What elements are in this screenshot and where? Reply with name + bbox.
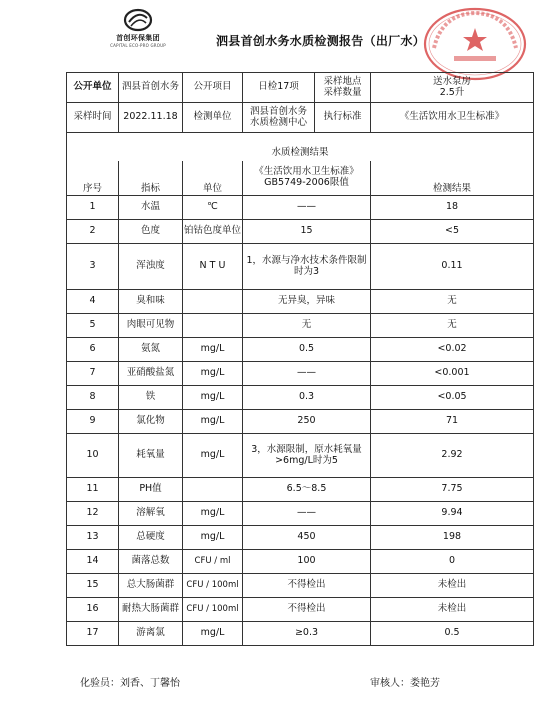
- row-seq: 1: [67, 196, 119, 220]
- row-seq: 14: [67, 550, 119, 574]
- row-indicator: 耐热大肠菌群: [119, 598, 183, 622]
- report-title: 泗县首创水务水质检测报告（出厂水）: [216, 34, 426, 48]
- table-row: [67, 622, 534, 646]
- row-result: 无: [371, 290, 534, 314]
- table-row: [67, 574, 534, 598]
- row-result: 未检出: [371, 574, 534, 598]
- time-value: 2022.11.18: [119, 103, 183, 133]
- row-limit: ≥0.3: [243, 622, 371, 646]
- row-seq: 17: [67, 622, 119, 646]
- table-row: [67, 196, 534, 220]
- table-row: [67, 434, 534, 478]
- table-row: [67, 550, 534, 574]
- row-unit: N T U: [183, 244, 243, 290]
- row-result: 0: [371, 550, 534, 574]
- site-qty-value: [371, 73, 534, 103]
- report-table: [66, 72, 534, 646]
- company-logo: [103, 8, 173, 48]
- row-unit: mg/L: [183, 362, 243, 386]
- row-seq: 4: [67, 290, 119, 314]
- table-row: [67, 338, 534, 362]
- qty-label: 采样数量: [323, 86, 362, 98]
- row-indicator: 总硬度: [119, 526, 183, 550]
- unit-label: 检测单位: [183, 103, 243, 133]
- results-rows: [67, 196, 534, 646]
- row-seq: 5: [67, 314, 119, 338]
- row-limit: 0.3: [243, 386, 371, 410]
- row-unit: [183, 478, 243, 502]
- unit-value-line-2: 水质检测中心: [249, 116, 307, 128]
- row-indicator: 氨氮: [119, 338, 183, 362]
- site-label: 采样地点: [323, 75, 362, 87]
- table-row: [67, 362, 534, 386]
- row-indicator: PH值: [119, 478, 183, 502]
- row-indicator: 耗氧量: [119, 434, 183, 478]
- row-indicator: 溶解氧: [119, 502, 183, 526]
- table-row: [67, 502, 534, 526]
- row-limit: 1，水源与净水技术条件限制时为3: [243, 244, 371, 290]
- tester-signature: 化验员：刘香、丁馨怡: [80, 678, 180, 689]
- row-unit: [183, 314, 243, 338]
- row-seq: 6: [67, 338, 119, 362]
- row-indicator: 菌落总数: [119, 550, 183, 574]
- row-seq: 8: [67, 386, 119, 410]
- table-row: [67, 290, 534, 314]
- row-indicator: 氯化物: [119, 410, 183, 434]
- unit-value-line-1: 泗县首创水务: [249, 105, 307, 117]
- qty-value: 2.5升: [439, 86, 465, 98]
- row-unit: mg/L: [183, 502, 243, 526]
- header-limit-line-2: GB5749-2006限值: [264, 176, 349, 188]
- time-label: 采样时间: [67, 103, 119, 133]
- row-limit: 100: [243, 550, 371, 574]
- standard-value: 《生活饮用水卫生标准》: [371, 103, 534, 133]
- row-unit: [183, 290, 243, 314]
- row-seq: 16: [67, 598, 119, 622]
- header-result: 检测结果: [371, 161, 534, 196]
- row-limit: 不得检出: [243, 574, 371, 598]
- row-seq: 12: [67, 502, 119, 526]
- row-unit: mg/L: [183, 386, 243, 410]
- row-limit: 不得检出: [243, 598, 371, 622]
- section-title-row: [67, 133, 534, 161]
- row-indicator: 臭和味: [119, 290, 183, 314]
- table-row: [67, 478, 534, 502]
- row-indicator: 色度: [119, 220, 183, 244]
- table-row: [67, 244, 534, 290]
- header-limit-line-1: 《生活饮用水卫生标准》: [254, 165, 359, 177]
- company-seal: [422, 6, 528, 82]
- row-limit: 6.5～8.5: [243, 478, 371, 502]
- logo-icon: [123, 8, 153, 32]
- row-limit: 3，水源限制，原水耗氧量>6mg/L时为5: [243, 434, 371, 478]
- row-result: 未检出: [371, 598, 534, 622]
- results-header-row: [67, 161, 534, 196]
- row-result: <0.02: [371, 338, 534, 362]
- row-limit: 无异臭，异味: [243, 290, 371, 314]
- row-indicator: 浑浊度: [119, 244, 183, 290]
- unit-value: [243, 103, 315, 133]
- standard-label: 执行标准: [315, 103, 371, 133]
- info-row-2: [67, 103, 534, 133]
- publisher-value: 泗县首创水务: [119, 73, 183, 103]
- row-unit: mg/L: [183, 526, 243, 550]
- row-result: 18: [371, 196, 534, 220]
- table-row: [67, 526, 534, 550]
- project-value: 日检17项: [243, 73, 315, 103]
- row-unit: mg/L: [183, 338, 243, 362]
- header-seq: 序号: [67, 161, 119, 196]
- table-row: [67, 598, 534, 622]
- row-limit: 0.5: [243, 338, 371, 362]
- row-result: 71: [371, 410, 534, 434]
- row-indicator: 总大肠菌群: [119, 574, 183, 598]
- row-indicator: 水温: [119, 196, 183, 220]
- table-row: [67, 386, 534, 410]
- table-row: [67, 220, 534, 244]
- site-qty-label: [315, 73, 371, 103]
- project-label: 公开项目: [183, 73, 243, 103]
- row-result: 198: [371, 526, 534, 550]
- row-unit: CFU / ml: [183, 550, 243, 574]
- row-result: 0.11: [371, 244, 534, 290]
- row-result: 0.5: [371, 622, 534, 646]
- section-title: 水质检测结果: [67, 133, 534, 161]
- row-limit: 无: [243, 314, 371, 338]
- logo-name-cn: 首创环保集团: [116, 34, 160, 42]
- row-unit: 铂钴色度单位: [183, 220, 243, 244]
- row-unit: mg/L: [183, 434, 243, 478]
- reviewer-signature: 审核人：娄艳芳: [370, 678, 440, 689]
- info-row-1: [67, 73, 534, 103]
- row-limit: ——: [243, 362, 371, 386]
- table-row: [67, 314, 534, 338]
- row-result: <0.05: [371, 386, 534, 410]
- row-unit: mg/L: [183, 410, 243, 434]
- publisher-label: 公开单位: [67, 73, 119, 103]
- row-seq: 11: [67, 478, 119, 502]
- row-indicator: 游离氯: [119, 622, 183, 646]
- row-seq: 3: [67, 244, 119, 290]
- row-unit: CFU / 100ml: [183, 598, 243, 622]
- site-value: 送水泵房: [432, 75, 471, 87]
- row-indicator: 铁: [119, 386, 183, 410]
- row-limit: 450: [243, 526, 371, 550]
- row-result: 9.94: [371, 502, 534, 526]
- row-result: 2.92: [371, 434, 534, 478]
- row-result: <0.001: [371, 362, 534, 386]
- logo-name-en: CAPITAL ECO-PRO GROUP: [110, 43, 166, 48]
- row-indicator: 亚硝酸盐氮: [119, 362, 183, 386]
- row-seq: 2: [67, 220, 119, 244]
- table-row: [67, 410, 534, 434]
- row-indicator: 肉眼可见物: [119, 314, 183, 338]
- row-seq: 15: [67, 574, 119, 598]
- row-limit: 15: [243, 220, 371, 244]
- row-unit: mg/L: [183, 622, 243, 646]
- row-seq: 7: [67, 362, 119, 386]
- row-seq: 10: [67, 434, 119, 478]
- row-result: <5: [371, 220, 534, 244]
- row-limit: ——: [243, 196, 371, 220]
- row-limit: ——: [243, 502, 371, 526]
- row-unit: CFU / 100ml: [183, 574, 243, 598]
- row-unit: ℃: [183, 196, 243, 220]
- header-unit: 单位: [183, 161, 243, 196]
- header-limit: [243, 161, 371, 196]
- row-seq: 13: [67, 526, 119, 550]
- row-limit: 250: [243, 410, 371, 434]
- row-result: 无: [371, 314, 534, 338]
- header-indicator: 指标: [119, 161, 183, 196]
- row-seq: 9: [67, 410, 119, 434]
- row-result: 7.75: [371, 478, 534, 502]
